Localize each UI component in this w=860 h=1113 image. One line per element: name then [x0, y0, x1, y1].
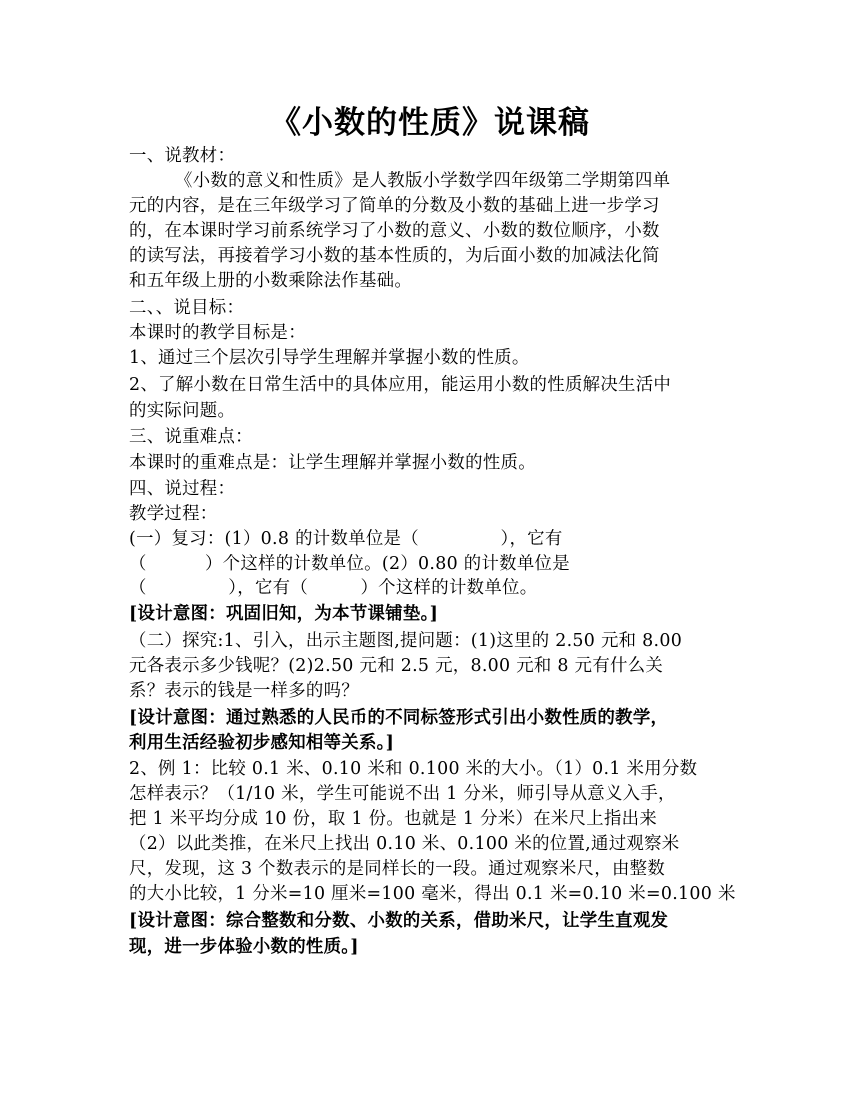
paragraph-line: 《小数的意义和性质》是人教版小学数学四年级第二学期第四单 [175, 171, 671, 191]
paragraph-line: 的，在本课时学习前系统学习了小数的意义、小数的数位顺序，小数 [129, 221, 660, 241]
paragraph-line: （2）以此类推，在米尺上找出 0.10 米、0.100 米的位置,通过观察米 [129, 834, 680, 854]
paragraph-line: 的读写法，再接着学习小数的基本性质的，为后面小数的加减法化简 [129, 246, 660, 266]
paragraph-line: (一）复习：(1）0.8 的计数单位是（ ），它有 [129, 529, 563, 549]
design-intent-line: 现，进一步体验小数的性质。] [129, 937, 359, 957]
paragraph-line: 元的内容，是在三年级学习了简单的分数及小数的基础上进一步学习 [129, 196, 660, 216]
design-intent-line: [设计意图：通过熟悉的人民币的不同标签形式引出小数性质的教学， [129, 708, 669, 728]
paragraph-line: 本课时的重难点是：让学生理解并掌握小数的性质。 [129, 453, 536, 473]
design-intent-line: [设计意图：巩固旧知，为本节课铺垫。] [129, 604, 439, 624]
paragraph-line: （ ），它有（ ）个这样的计数单位。 [129, 578, 538, 598]
paragraph-line: 系？表示的钱是一样多的吗？ [129, 681, 359, 701]
design-intent-line: 利用生活经验初步感知相等关系。] [129, 733, 395, 753]
paragraph-line: 尺，发现，这 3 个数表示的是同样长的一段。通过观察米尺，由整数 [129, 859, 666, 879]
paragraph-line: （ ）个这样的计数单位。(2）0.80 的计数单位是 [129, 554, 570, 574]
paragraph-line: 教学过程： [129, 504, 218, 524]
section-heading: 三、说重难点： [129, 427, 253, 447]
paragraph-line: 的实际问题。 [129, 401, 236, 421]
paragraph-line: 怎样表示？（1/10 米，学生可能说不出 1 分米，师引导从意义入手， [129, 784, 676, 804]
paragraph-line: 2、了解小数在日常生活中的具体应用，能运用小数的性质解决生活中 [129, 375, 672, 395]
paragraph-line: 1、通过三个层次引导学生理解并掌握小数的性质。 [129, 348, 530, 368]
section-heading: 一、说教材： [129, 146, 236, 166]
paragraph-line: 2、例 1：比较 0.1 米、0.10 米和 0.100 米的大小。（1）0.1 米用分数 [129, 759, 698, 779]
paragraph-line: 的大小比较，1 分米=10 厘米=100 毫米，得出 0.1 米=0.10 米=0.100 米 [129, 884, 736, 904]
paragraph-line: （二）探究:1、引入，出示主题图,提问题：(1)这里的 2.50 元和 8.00 [129, 631, 683, 651]
section-heading: 四、说过程： [129, 479, 236, 499]
section-heading: 二、、说目标： [129, 298, 245, 318]
design-intent-line: [设计意图：综合整数和分数、小数的关系，借助米尺，让学生直观发 [129, 911, 669, 931]
paragraph-line: 本课时的教学目标是： [129, 323, 306, 343]
document-title: 《小数的性质》说课稿 [270, 105, 590, 141]
paragraph-line: 和五年级上册的小数乘除法作基础。 [129, 271, 413, 291]
paragraph-line: 元各表示多少钱呢？(2)2.50 元和 2.5 元，8.00 元和 8 元有什么关 [129, 656, 664, 676]
paragraph-line: 把 1 米平均分成 10 份，取 1 份。也就是 1 分米）在米尺上指出来 [129, 809, 658, 829]
